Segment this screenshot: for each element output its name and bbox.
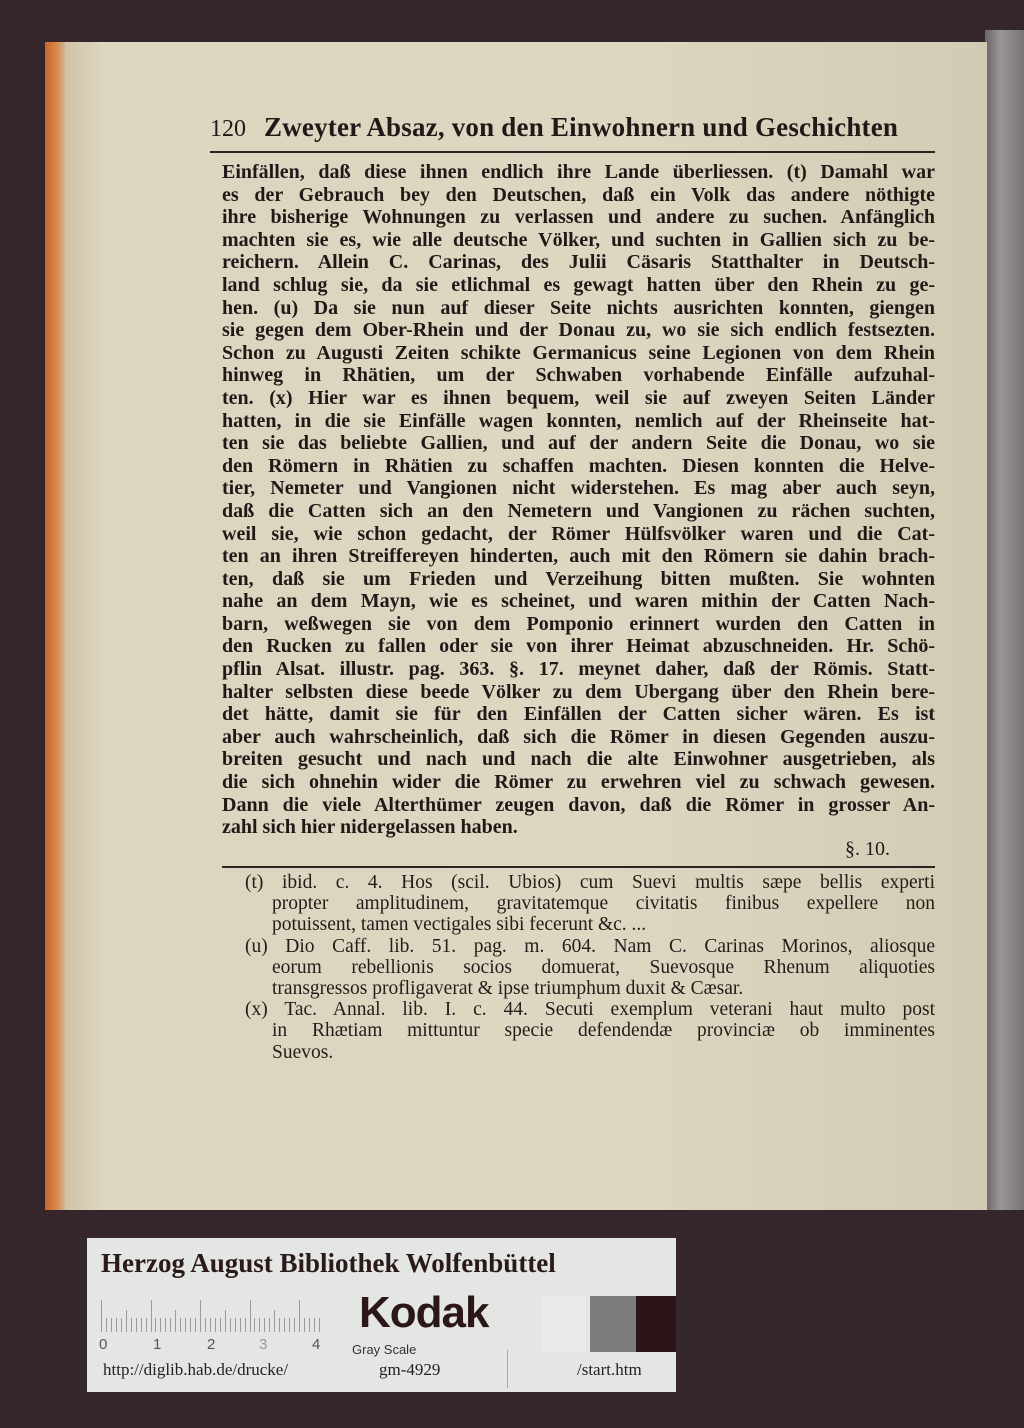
ruler-tick — [250, 1300, 251, 1332]
footnotes — [245, 872, 935, 1063]
ruler-tick — [254, 1318, 255, 1332]
url-prefix: http://diglib.hab.de/drucke/ — [103, 1360, 289, 1379]
divider — [507, 1350, 508, 1388]
ruler-tick — [294, 1318, 295, 1332]
scale-ruler — [101, 1300, 319, 1332]
text-line: die sich ohnehin wider die Römer zu erwehren viel zu schwach gewesen. — [222, 771, 935, 794]
ruler-tick — [259, 1318, 260, 1332]
text-line: breiten gesucht und nach und nach die alte Einwohner ausgetrieben, als — [222, 748, 935, 771]
text-line: Schon zu Augusti Zeiten schikte Germanicus seine Legionen von dem Rhein — [222, 341, 935, 364]
text-line: ten, daß sie um Frieden und Verzeihung bitten mußten. Sie wohnten — [222, 567, 935, 590]
text-line: machten sie es, wie alle deutsche Völker, und suchten in Gallien sich zu be- — [222, 228, 935, 251]
ruler-tick — [205, 1318, 206, 1332]
ruler-tick — [200, 1300, 201, 1332]
ruler-tick — [279, 1318, 280, 1332]
ruler-tick — [165, 1318, 166, 1332]
ruler-tick — [111, 1318, 112, 1332]
ruler-tick — [284, 1318, 285, 1332]
ruler-tick — [155, 1318, 156, 1332]
ruler-tick — [210, 1318, 211, 1332]
footnote-line: transgressos profligaverat & ipse triumphum duxit & Cæsar. — [272, 977, 744, 999]
footnote-line: propter amplitudinem, gravitatemque civitatis finibus expellere non — [272, 893, 935, 915]
text-line: land schlug sie, da sie etlichmal es gewagt hatten über den Rhein zu ge- — [222, 273, 935, 296]
ruler-tick — [225, 1310, 226, 1332]
running-title: Zweyter Absaz, von den Einwohnern und Geschichten — [264, 112, 899, 142]
ruler-number: 0 — [99, 1336, 108, 1353]
ruler-tick — [220, 1318, 221, 1332]
header-rule — [210, 151, 935, 153]
shelfmark: gm-4929 — [379, 1360, 441, 1379]
footnote-line: potuissent, tamen vectigales sibi fecerunt &c. ... — [272, 914, 647, 936]
gray-patch-black — [636, 1296, 676, 1352]
ruler-number: 4 — [312, 1336, 321, 1353]
ruler-tick — [269, 1318, 270, 1332]
library-target-card — [87, 1238, 676, 1392]
text-line: det hätte, damit sie für den Einfällen der Catten sicher wären. Es ist — [222, 703, 935, 726]
footnote-line: (u) Dio Caff. lib. 51. pag. m. 604. Nam C. Carinas Morinos, aliosque — [245, 935, 935, 957]
gray-patch-white — [542, 1296, 586, 1352]
text-line: ten an ihren Streiffereyen hinderten, auch mit den Römern sie dahin brach- — [222, 545, 935, 568]
ruler-tick — [319, 1318, 320, 1332]
text-line: tier, Nemeter und Vangionen nicht widerstehen. Es mag aber auch seyn, — [222, 477, 935, 500]
ruler-tick — [175, 1310, 176, 1332]
text-line: barn, weßwegen sie von dem Pomponio erinnert wurden den Catten in — [222, 612, 935, 635]
ruler-tick — [314, 1318, 315, 1332]
ruler-number: 2 — [207, 1336, 216, 1353]
text-line: weil sie, wie schon gedacht, der Römer Hülfsvölker waren und die Cat- — [222, 522, 935, 545]
ruler-tick — [240, 1318, 241, 1332]
ruler-tick — [170, 1318, 171, 1332]
ruler-tick — [245, 1318, 246, 1332]
body-text — [222, 161, 935, 839]
text-line: ten sie das beliebte Gallien, und auf der andern Seite die Donau, wo sie — [222, 432, 935, 455]
catchword: §. 10. — [845, 838, 890, 860]
ruler-tick — [160, 1318, 161, 1332]
url-suffix: /start.htm — [577, 1360, 642, 1379]
footnote-line: (t) ibid. c. 4. Hos (scil. Ubios) cum Suevi multis sæpe bellis experti — [245, 872, 935, 893]
text-line: zahl sich hier nidergelassen haben. — [222, 816, 518, 839]
text-line: halter selbsten diese beede Völker zu dem Ubergang über den Rhein bere- — [222, 680, 935, 703]
ruler-tick — [195, 1318, 196, 1332]
page-edge-stain — [45, 42, 65, 1210]
text-line: hinweg in Rhätien, um der Schwaben vorhabende Einfälle aufzuhal- — [222, 364, 935, 387]
text-line: ihre bisherige Wohnungen zu verlassen und andere zu suchen. Anfänglich — [222, 206, 935, 229]
ruler-tick — [190, 1318, 191, 1332]
ruler-tick — [215, 1318, 216, 1332]
ruler-tick — [289, 1318, 290, 1332]
ruler-tick — [146, 1318, 147, 1332]
ruler-tick — [264, 1318, 265, 1332]
text-line: es der Gebrauch bey den Deutschen, daß ein Volk das andere nöthigte — [222, 183, 935, 206]
library-name: Herzog August Bibliothek Wolfenbüttel — [101, 1248, 556, 1278]
ruler-tick — [151, 1300, 152, 1332]
text-line: reichern. Allein C. Carinas, des Julii Cäsaris Statthalter in Deutsch- — [222, 251, 935, 274]
text-line: hatten, in die sie Einfälle wagen konnten, nemlich auf der Rheinseite hat- — [222, 409, 935, 432]
ruler-number: 1 — [153, 1336, 162, 1353]
text-line: aber auch wahrscheinlich, daß sich die Römer in diesen Gegenden auszu- — [222, 725, 935, 748]
ruler-number: 3 — [259, 1336, 268, 1353]
ruler-tick — [121, 1318, 122, 1332]
text-line: pflin Alsat. illustr. pag. 363. §. 17. meynet daher, daß der Römis. Statt- — [222, 658, 935, 681]
text-line: den Rucken zu fallen oder sie von ihrer Heimat abzuschneiden. Hr. Schö- — [222, 635, 935, 658]
footnote-line: Suevos. — [272, 1041, 334, 1063]
text-line: hen. (u) Da sie nun auf dieser Seite nichts ausrichten konnten, giengen — [222, 296, 935, 319]
ruler-tick — [101, 1300, 102, 1332]
running-header — [210, 112, 935, 143]
text-line: daß die Catten sich an den Nemetern und Vangionen zu rächen suchten, — [222, 499, 935, 522]
ruler-tick — [309, 1318, 310, 1332]
gray-scale-label: Gray Scale — [352, 1342, 417, 1357]
ruler-tick — [116, 1318, 117, 1332]
footnote-line: (x) Tac. Annal. lib. I. c. 44. Secuti exemplum veterani haut multo post — [245, 999, 935, 1021]
footnote-rule — [222, 866, 935, 868]
text-line: nahe an dem Mayn, wie es scheinet, und waren mithin der Catten Nach- — [222, 590, 935, 613]
ruler-tick — [136, 1318, 137, 1332]
gray-patch-mid — [590, 1296, 636, 1352]
ruler-tick — [230, 1318, 231, 1332]
page-number: 120 — [210, 116, 246, 142]
ruler-tick — [185, 1318, 186, 1332]
ruler-tick — [131, 1318, 132, 1332]
kodak-logo: Kodak — [359, 1288, 489, 1337]
ruler-tick — [299, 1300, 300, 1332]
text-line: sie gegen dem Ober-Rhein und der Donau zu, wo sie sich endlich festsezten. — [222, 319, 935, 342]
ruler-tick — [304, 1318, 305, 1332]
ruler-tick — [106, 1318, 107, 1332]
text-line: Dann die viele Alterthümer zeugen davon, daß die Römer in grosser An- — [222, 793, 935, 816]
facing-page-edge — [985, 30, 1024, 1210]
text-line: ten. (x) Hier war es ihnen bequem, weil sie auf zweyen Seiten Länder — [222, 386, 935, 409]
text-line: Einfällen, daß diese ihnen endlich ihre Lande überliessen. (t) Damahl war — [222, 161, 935, 183]
ruler-tick — [274, 1310, 275, 1332]
ruler-tick — [126, 1310, 127, 1332]
ruler-tick — [141, 1318, 142, 1332]
ruler-tick — [180, 1318, 181, 1332]
footnote-line: in Rhætiam mittuntur specie defendendæ provinciæ ob imminentes — [272, 1020, 935, 1042]
ruler-tick — [235, 1318, 236, 1332]
text-line: den Römern in Rhätien zu schaffen machten. Diesen konnten die Helve- — [222, 454, 935, 477]
footnote-line: eorum rebellionis socios domuerat, Suevosque Rhenum aliquoties — [272, 956, 935, 978]
